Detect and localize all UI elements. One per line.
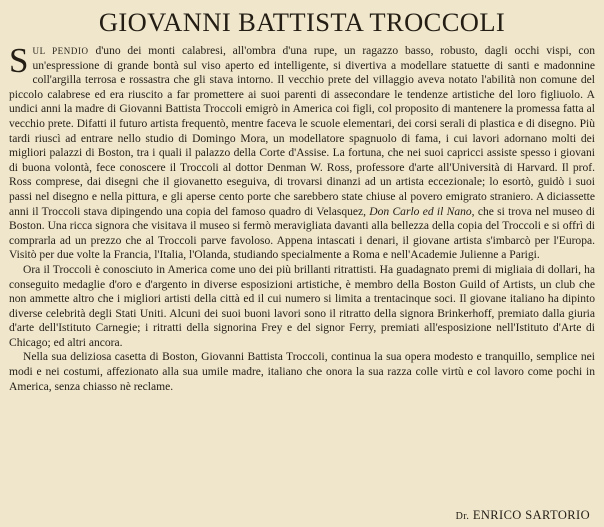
paragraph-1-text-b: , che si trova nel museo di Boston. Una ricca signora che visitava il museo si fermò meravigliata davanti alla bellezza della copia del Troccoli e si offrì di comprarla ad un prezzo che al Troccoli parve favoloso. Appena intascati i denari, il giovane artista s'imbarcò per l'Europa. Visitò per due volte la Francia, l'Italia, l'Olanda, studiando specialmente a Roma e nell'Academie Julienne a Parigi.: [9, 205, 595, 262]
article-title: GIOVANNI BATTISTA TROCCOLI: [98, 7, 506, 37]
article-body: [9, 41, 595, 394]
signature-prefix: Dr.: [455, 511, 470, 522]
painting-title: Don Carlo ed il Nano: [369, 205, 472, 218]
paragraph-3: Nella sua deliziosa casetta di Boston, Giovanni Battista Troccoli, continua la sua opera modesto e tranquillo, semplice nei modi e nei costumi, affezionato alla sua umile madre, italiano che onora la sua razza colle virtù e col lavoro come pochi in America, senza chiasso nè reclame.: [9, 351, 595, 393]
author-signature: [456, 508, 590, 523]
opening-words: UL PENDIO: [32, 46, 89, 56]
paragraph-1-text-a: d'uno dei monti calabresi, all'ombra d'una rupe, un ragazzo basso, robusto, dagli occhi vispi, con un'espressione di grande bontà sul viso aperto ed intelligente, si divertiva a modellare statuette di santi e madonnine coll'argilla terrosa e rossastra che gli stava intorno. Il vecchio prete del villaggio aveva notato l'abilità non comune del piccolo calabrese ed era riuscito a far promettere ai suoi parenti di assecondare le tendenze artistiche del loro figliuolo. A undici anni la madre di Giovanni Battista Troccoli emigrò in America coi figli, col proposito di mantenere la promessa fatta al vecchio prete. Difatti il futuro artista frequentò, mentre faceva le scuole elementari, dei corsi serali di plastica e di disegno. Più tardi riuscì ad entrare nello studio di Domingo Mora, un modellatore spagnuolo di fama, i cui lavori adornano molti dei migliori palazzi di Boston, tra i quali il palazzo della Corte d'Assise. La fortuna, che nei suoi capricci assiste spesso i giovani di buona volontà, fece conoscere il Troccoli al dottor Denman W. Ross, professore d'arte all'Università di Harvard. Il prof. Ross comprese, dai disegni che il giovanetto eseguiva, di trovarsi dinanzi ad un artista eccezionale; lo esortò, guidò i suoi passi nel disegno e nella pittura, e gli aperse cento porte che sarebbero state chiuse al povero emigrato straniero. A diciassette anni il Troccoli stava dipingendo una copia del famoso quadro di Velasquez,: [9, 45, 595, 218]
drop-cap: S: [9, 41, 29, 80]
paragraph-1: [9, 41, 595, 263]
author-name: ENRICO SARTORIO: [472, 508, 590, 522]
paragraph-2: Ora il Troccoli è conosciuto in America come uno dei più brillanti ritrattisti. Ha guadagnato premi di migliaia di dollari, ha conseguito medaglie d'oro e d'argento in diverse esposizioni artistiche, è membro della Boston Guild of Artists, un club che non ammette altro che i migliori artisti della città ed il cui numero si limita a trentacinque soci. Il giovane italiano ha dipinto diverse celebrità degli Stati Uniti. Alcuni dei suoi buoni lavori sono il ritratto della signora Brinkerhoff, premiato dalla giuria d'arte dell'Istituto Carnegie; i ritratti della signorina Frey e del signor Ferry, premiati all'esposizione nell'Istituto d'Arte di Chicago; ed altri ancora.: [9, 263, 595, 349]
